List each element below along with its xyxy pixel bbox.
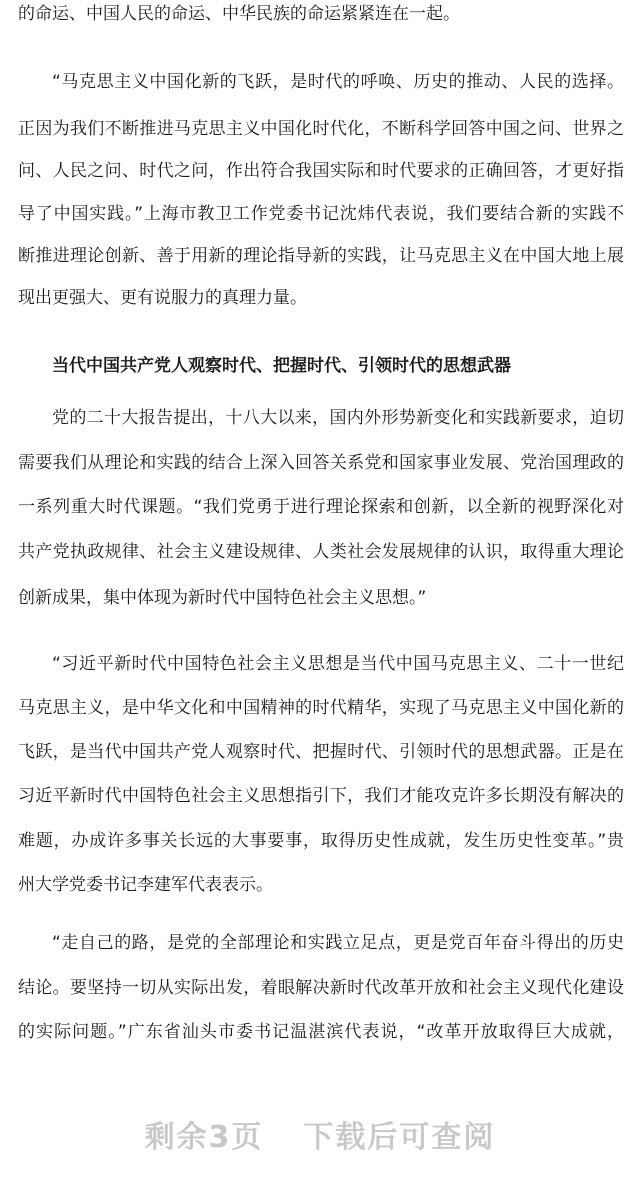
paragraph-line: 断推进理论创新、善于用新的理论指导新的实践，让马克思主义在中国大地上展: [18, 246, 624, 266]
paragraph-line: 问、人民之问、时代之问，作出符合我国实际和时代要求的正确回答，才更好指: [18, 161, 624, 181]
paragraph-line: 现出更强大、更有说服力的真理力量。: [18, 288, 307, 308]
paragraph-line: 共产党执政规律、社会主义建设规律、人类社会发展规律的认识，取得重大理论: [18, 542, 624, 562]
paragraph-line: 州大学党委书记李建军代表表示。: [18, 875, 273, 895]
paragraph-line: 党的二十大报告提出，十八大以来，国内外形势新变化和实践新要求，迫切: [52, 408, 624, 428]
paragraph-line: 飞跃，是当代中国共产党人观察时代、把握时代、引领时代的思想武器。正是在: [18, 742, 624, 762]
paragraph-line: 难题，办成许多事关长远的大事要事，取得历史性成就，发生历史性变革。”贵: [18, 831, 624, 851]
paragraph-line: 一系列重大时代课题。“我们党勇于进行理论探索和创新，以全新的视野深化对: [18, 497, 624, 517]
paragraph-line: 习近平新时代中国特色社会主义思想指引下，我们才能攻克许多长期没有解决的: [18, 786, 624, 806]
paragraph-line: 结论。要坚持一切从实际出发，着眼解决新时代改革开放和社会主义现代化建设: [18, 978, 624, 998]
paragraph-line: 导了中国实践。”上海市教卫工作党委书记沈炜代表说，我们要结合新的实践不: [18, 204, 624, 224]
section-heading: 当代中国共产党人观察时代、把握时代、引领时代的思想武器: [52, 356, 511, 376]
paragraph-line: “马克思主义中国化新的飞跃，是时代的呼唤、历史的推动、人民的选择。: [52, 72, 624, 92]
paragraph-line: 需要我们从理论和实践的结合上深入回答关系党和国家事业发展、党治国理政的: [18, 453, 624, 473]
paragraph-line: “走自己的路，是党的全部理论和实践立足点，更是党百年奋斗得出的历史: [52, 933, 624, 953]
paragraph-line: 的命运、中国人民的命运、中华民族的命运紧紧连在一起。: [18, 4, 460, 24]
paragraph-line: 正因为我们不断推进马克思主义中国化时代化，不断科学回答中国之问、世界之: [18, 119, 624, 139]
paragraph-line: 的实际问题。”广东省汕头市委书记温湛滨代表说，“改革开放取得巨大成就，: [18, 1022, 624, 1042]
paragraph-line: “习近平新时代中国特色社会主义思想是当代中国马克思主义、二十一世纪: [52, 654, 624, 674]
download-to-view-label: 下载后可查阅: [303, 1120, 496, 1155]
paragraph-line: 创新成果，集中体现为新时代中国特色社会主义思想。”: [18, 588, 427, 608]
download-prompt[interactable]: [0, 1118, 640, 1158]
remaining-pages-label: 剩余3页: [144, 1120, 264, 1155]
paragraph-line: 马克思主义，是中华文化和中国精神的时代精华，实现了马克思主义中国化新的: [18, 698, 624, 718]
